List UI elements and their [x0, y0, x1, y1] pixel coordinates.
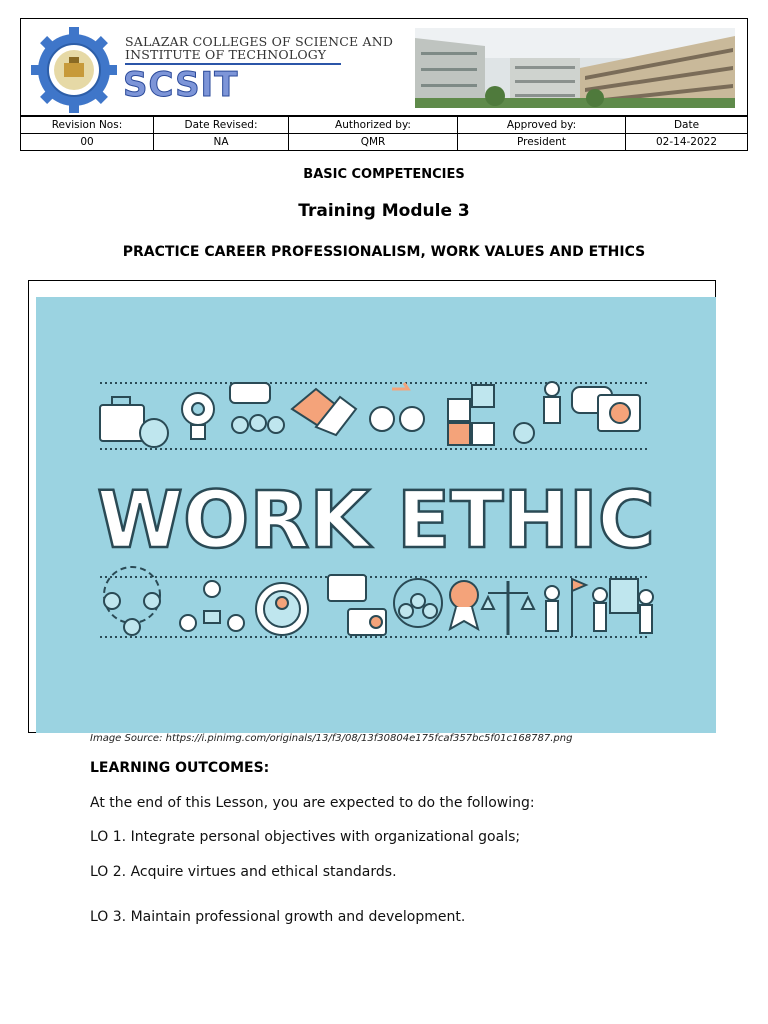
learning-outcomes-heading: LEARNING OUTCOMES:	[90, 760, 270, 776]
revision-table-header-row	[21, 117, 748, 134]
rev-header-date-revised: Date Revised:	[154, 117, 289, 134]
learning-outcomes-intro: At the end of this Lesson, you are expected to do the following:	[90, 795, 535, 811]
rev-value-date-revised: NA	[154, 134, 289, 151]
school-name-line-2: INSTITUTE OF TECHNOLOGY	[125, 47, 327, 62]
revision-table	[20, 116, 748, 151]
learning-outcome-1: LO 1. Integrate personal objectives with organizational goals;	[90, 829, 521, 845]
rev-value-revision: 00	[21, 134, 154, 151]
rev-value-authorized: QMR	[289, 134, 458, 151]
category-heading: BASIC COMPETENCIES	[303, 167, 465, 182]
image-source-caption: Image Source: https://i.pinimg.com/originals/13/f3/08/13f30804e175fcaf357bc5f01c168787.png	[90, 733, 573, 744]
learning-outcome-2: LO 2. Acquire virtues and ethical standards.	[90, 864, 397, 880]
banner-headline: WORK ETHIC	[96, 476, 656, 566]
work-ethic-banner	[36, 297, 716, 733]
document-header	[20, 18, 748, 116]
rev-header-date: Date	[626, 117, 748, 134]
module-subject: PRACTICE CAREER PROFESSIONALISM, WORK VALUES AND ETHICS	[122, 244, 646, 260]
revision-table-value-row	[21, 134, 748, 151]
learning-outcome-3: LO 3. Maintain professional growth and development.	[90, 909, 466, 925]
campus-building-photo	[415, 28, 735, 108]
rev-value-approved: President	[458, 134, 626, 151]
award-badge-icon	[450, 581, 478, 629]
rev-header-authorized: Authorized by:	[289, 117, 458, 134]
school-name	[125, 35, 393, 61]
rev-header-revision: Revision Nos:	[21, 117, 154, 134]
school-name-line-1: SALAZAR COLLEGES OF SCIENCE AND	[125, 34, 394, 49]
school-seal-logo	[31, 27, 117, 113]
target-person-icon	[256, 583, 308, 635]
module-title: Training Module 3	[298, 201, 470, 221]
rev-header-approved: Approved by:	[458, 117, 626, 134]
rev-value-date: 02-14-2022	[626, 134, 748, 151]
school-acronym: SCSIT	[123, 65, 239, 105]
